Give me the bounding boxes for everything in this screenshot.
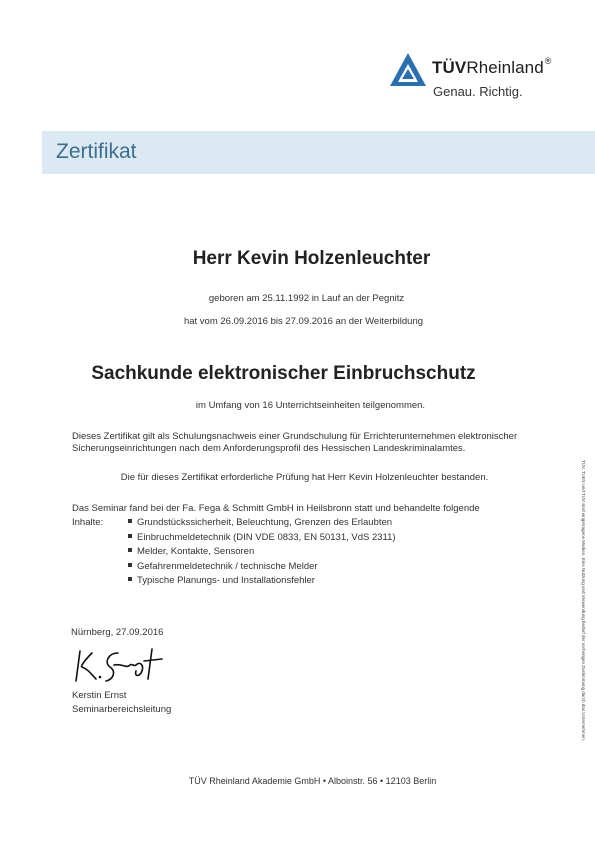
contents-list bbox=[128, 517, 396, 590]
title-banner bbox=[42, 131, 595, 174]
recipient-name: Herr Kevin Holzenleuchter bbox=[192, 248, 431, 269]
attendance-dates: hat vom 26.09.2016 bis 27.09.2016 an der Weiterbildung bbox=[183, 316, 424, 327]
bullet-icon bbox=[128, 577, 132, 581]
bullet-icon bbox=[128, 519, 132, 523]
trademark-note: TÜV, TUEV und TUV sind eingetragene Marken. Eine Nutzung und Verwendung bedarf der vorherigen Zustimmung durch das Unternehmen. bbox=[581, 460, 586, 741]
contents-label: Inhalte: bbox=[72, 517, 104, 528]
signer-role: Seminarbereichsleitung bbox=[72, 704, 172, 715]
list-item: Einbruchmeldetechnik (DIN VDE 0833, EN 50131, VdS 2311) bbox=[128, 532, 396, 547]
list-item: Grundstückssicherheit, Beleuchtung, Grenzen des Erlaubten bbox=[128, 517, 396, 532]
brand-name: TÜVRheinland® bbox=[432, 56, 552, 77]
certificate-title: Zertifikat bbox=[56, 140, 137, 163]
footer-address: TÜV Rheinland Akademie GmbH • Alboinstr. 56 • 12103 Berlin bbox=[188, 776, 437, 786]
triangle-logo-icon bbox=[388, 50, 428, 90]
bullet-icon bbox=[128, 534, 132, 538]
brand-tagline: Genau. Richtig. bbox=[433, 84, 523, 99]
list-item: Typische Planungs- und Installationsfehler bbox=[128, 575, 396, 590]
seminar-info: Das Seminar fand bei der Fa. Fega & Schmitt GmbH in Heilsbronn statt und behandelte folgende bbox=[72, 503, 480, 514]
handwritten-signature bbox=[70, 643, 180, 687]
course-title: Sachkunde elektronischer Einbruchschutz bbox=[91, 363, 476, 384]
list-item: Melder, Kontakte, Sensoren bbox=[128, 546, 396, 561]
tuv-rheinland-logo bbox=[388, 50, 588, 106]
course-scope: im Umfang von 16 Unterrichtseinheiten teilgenommen. bbox=[195, 400, 426, 411]
bullet-icon bbox=[128, 548, 132, 552]
bullet-icon bbox=[128, 563, 132, 567]
list-item: Gefahrenmeldetechnik / technische Melder bbox=[128, 561, 396, 576]
exam-passed-statement: Die für dieses Zertifikat erforderliche Prüfung hat Herr Kevin Holzenleuchter bestanden. bbox=[120, 472, 489, 483]
certificate-description: Dieses Zertifikat gilt als Schulungsnachweis einer Grundschulung für Errichterunternehmen elektronischer Sicherungseinrichtungen nach dem Anforderungsprofil des Hessischen Landeskriminalamtes. bbox=[72, 431, 518, 454]
birth-info: geboren am 25.11.1992 in Lauf an der Pegnitz bbox=[208, 293, 405, 304]
place-and-date: Nürnberg, 27.09.2016 bbox=[71, 627, 164, 638]
signer-name: Kerstin Ernst bbox=[72, 690, 127, 701]
